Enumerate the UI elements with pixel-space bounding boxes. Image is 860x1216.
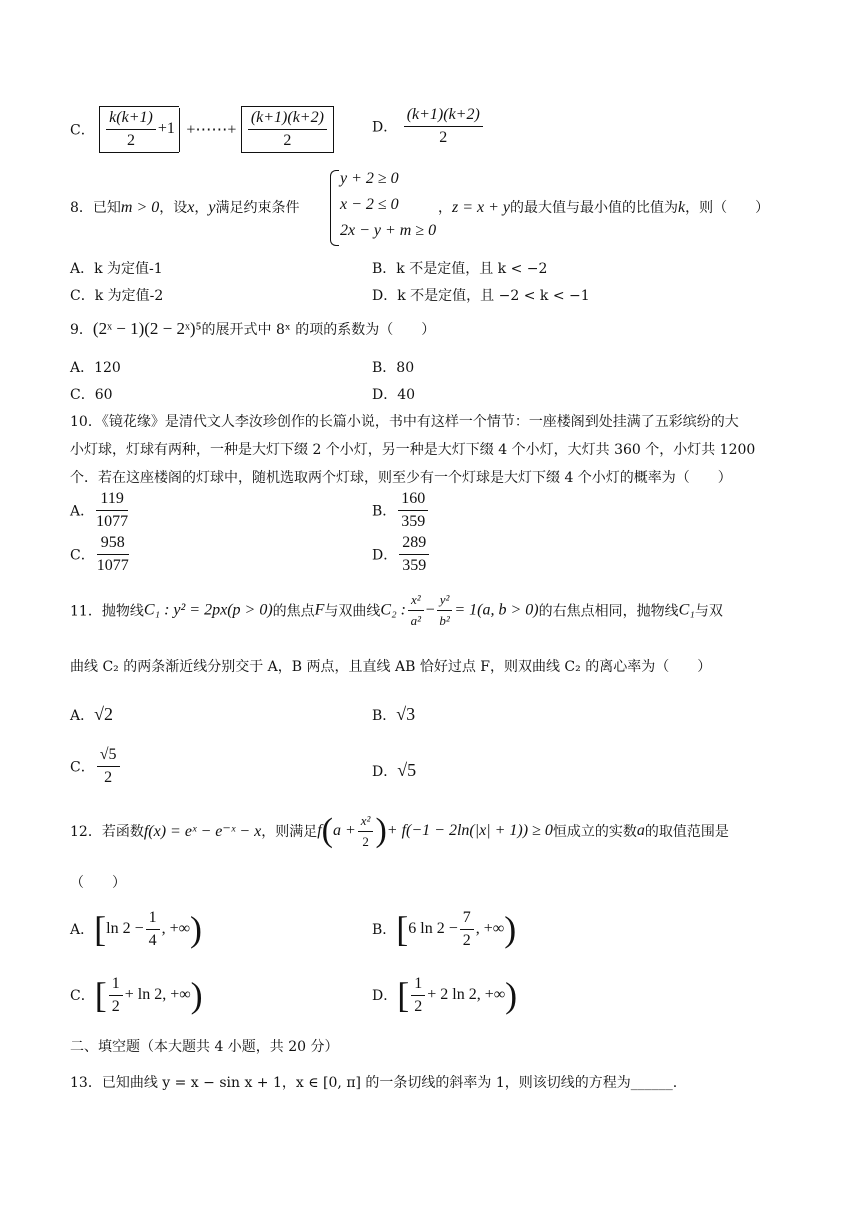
q10-stem: 10．《镜花缘》是清代文人李汝珍创作的长篇小说，书中有这样一个情节：一座楼阁到处挂满了五彩缤纷的大 小灯球，灯球有两种，一种是大灯下缀 2 个小灯，另一种是大灯下缀 4 个小灯，大灯共 360 个，小灯共 1200 个．若在这座楼阁的灯球中，随机选取两个灯球，则至少有一个灯球是大灯下缀 4 个小灯的概率为（ ） xyxy=(70,414,756,486)
brace-icon xyxy=(330,170,339,246)
q8-option-d: D．k 不是定值，且 −2 < k < −1 xyxy=(372,288,590,304)
q12-stem-2: （ ） xyxy=(70,875,126,891)
q10-option-c: C． $\frac{958}{1077}$ xyxy=(70,534,129,574)
q9-option-c: C．60 xyxy=(70,387,113,403)
q10-option-b: B． $\frac{160}{359}$ xyxy=(372,490,430,531)
q11-stem-2: 曲线 C₂ 的两条渐近线分别交于 A，B 两点，且直线 AB 恰好过点 F，则双曲线 C₂ 的离心率为（ ） xyxy=(70,659,712,675)
q7-option-c: C． $\frac{k(k+1)}{2}$ +1 +⋯⋯+ $\frac{(k+1)(k+2)}{2}$ xyxy=(70,106,334,153)
q8-option-c: C．k 为定值-2 xyxy=(70,288,164,304)
q10-option-d: D． $\frac{289}{359}$ xyxy=(372,534,431,575)
q12-option-b: B．[6 ln 2 − $\frac{7}{2}$ , +∞) xyxy=(372,908,517,949)
q7-option-d: D． $\frac{(k+1)(k+2)}{2}$ xyxy=(372,106,485,147)
q11-option-a: A．√2 xyxy=(70,704,114,724)
bracket-expr: $\frac{k(k+1)}{2}$ +1 xyxy=(99,106,179,153)
q13-stem: 13．已知曲线 y = x − sin x + 1，x ∈ [0, π] 的一条切线的斜率为 1，则该切线的方程为______. xyxy=(70,1075,678,1091)
q8-stem-2: ，z = x + y的最大值与最小值的比值为k，则（ ） xyxy=(438,199,770,216)
q11-stem: 11．抛物线C₁ : y² = 2px(p > 0)的焦点F与双曲线C₂ : $\frac{\text{x²}}{\text{a²}}$ − $\frac{\text{y²}}{\text{b²}}$ = 1(a, b > 0)的右焦点相同，抛物线C₁与双 xyxy=(70,592,723,628)
q12-option-d: D．[ $\frac{1}{2}$ + 2 ln 2, +∞) xyxy=(372,974,518,1015)
q8-stem: 8．已知m > 0，设x，y满足约束条件 xyxy=(70,199,300,216)
q12-stem: 12．若函数f(x) = eˣ − e⁻ˣ − x，则满足f(a + $\frac{\text{x²}}{2}$ )+ f(−1 − 2ln(|x| + 1)) ≥ 0恒成立的实数a的取值范围是 xyxy=(70,812,729,849)
q10-option-a: A． $\frac{119}{1077}$ xyxy=(70,490,129,530)
q11-option-d: D．√5 xyxy=(372,760,417,780)
q9-stem: 9．(2ˣ − 1)(2 − 2ˣ)⁵的展开式中 8ˣ 的项的系数为（ ） xyxy=(70,319,436,338)
bracket-expr-2: $\frac{(k+1)(k+2)}{2}$ xyxy=(241,106,334,153)
section-title: 二、填空题（本大题共 4 小题，共 20 分） xyxy=(70,1039,339,1055)
q8-constraint-system: y + 2 ≥ 0 x − 2 ≤ 0 2x − y + m ≥ 0 xyxy=(330,170,440,246)
q12-option-a: A．[ln 2 − $\frac{1}{4}$ , +∞) xyxy=(70,908,203,949)
q9-option-b: B．80 xyxy=(372,360,415,376)
q9-option-a: A．120 xyxy=(70,360,121,376)
q12-option-c: C．[ $\frac{1}{2}$ + ln 2, +∞) xyxy=(70,974,203,1015)
q9-option-d: D．40 xyxy=(372,387,416,403)
q8-option-a: A．k 为定值-1 xyxy=(70,261,163,277)
q11-option-b: B．√3 xyxy=(372,704,416,724)
q8-option-b: B．k 不是定值，且 k < −2 xyxy=(372,261,548,277)
q11-option-c: C． $\frac{√5}{2}$ xyxy=(70,746,122,787)
option-label: C． xyxy=(70,122,95,139)
